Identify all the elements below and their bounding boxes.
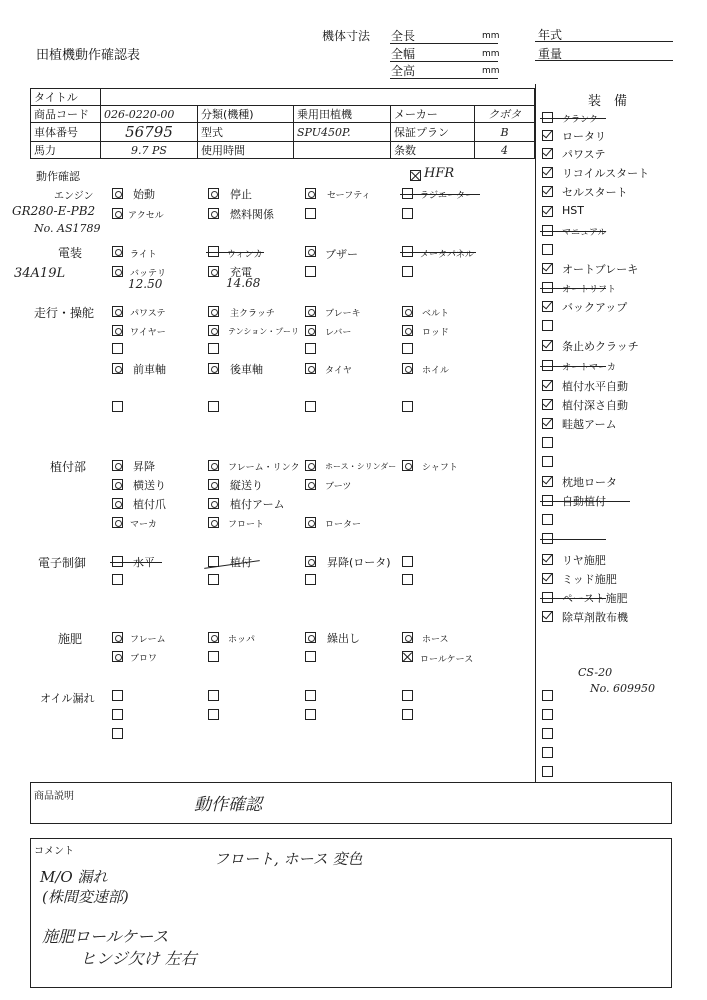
battery-model-hw: 34A19L (14, 266, 66, 281)
equip-label-1: クランク (562, 115, 598, 125)
equip-checkbox-22[interactable] (542, 514, 553, 525)
roll-case-checkbox[interactable] (402, 651, 413, 662)
comment-line4: 施肥ロールケース (42, 927, 169, 946)
hose-cyl-checkbox[interactable] (305, 460, 316, 471)
fert-empty-1[interactable] (208, 651, 219, 662)
equip-checkbox-17[interactable] (542, 418, 553, 429)
electric-label: 電装 (58, 246, 83, 260)
equip-checkbox-8[interactable] (542, 244, 553, 255)
equip-label-25: ミッド施肥 (562, 573, 617, 586)
oil-empty-7[interactable] (305, 709, 316, 720)
equip-checkbox-16[interactable] (542, 399, 553, 410)
hose-checkbox[interactable] (402, 632, 413, 643)
code-label: 商品コード (31, 106, 101, 123)
equip-label-16: 植付深さ自動 (562, 399, 628, 412)
oil-empty-6[interactable] (208, 709, 219, 720)
desc-box (30, 782, 672, 824)
electronic-label: 電子制御 (38, 556, 87, 570)
hopper-label: ホッパ (228, 635, 256, 645)
ps-checkbox[interactable] (112, 306, 123, 317)
hfr-checkbox[interactable] (410, 170, 421, 181)
form-title: 田植機動作確認表 (36, 48, 141, 63)
arm-checkbox[interactable] (208, 498, 219, 509)
wheel-label: ホイル (422, 366, 450, 376)
herb-model-hw: CS-20 (578, 666, 613, 679)
engine-empty-1[interactable] (305, 208, 316, 219)
equip-checkbox-9[interactable] (542, 263, 553, 274)
drive-empty-5[interactable] (112, 401, 123, 412)
desc-value: 動作確認 (194, 795, 262, 815)
lift-checkbox[interactable] (112, 460, 123, 471)
hopper-checkbox[interactable] (208, 632, 219, 643)
planting-label: 植付部 (50, 460, 87, 474)
safety-checkbox[interactable] (305, 188, 316, 199)
drive-empty-7[interactable] (305, 401, 316, 412)
lift-e-label: 昇降(ロータ) (327, 556, 391, 569)
safety-label: セーフティ (327, 191, 371, 201)
accel-checkbox[interactable] (112, 208, 123, 219)
float-checkbox[interactable] (208, 517, 219, 528)
rod-label: ロッド (422, 328, 449, 338)
engine-label: エンジン (54, 191, 94, 202)
herb-no-hw: No. 609950 (590, 682, 656, 695)
comment-line1: フロート, ホース 変色 (214, 850, 363, 868)
charge-label: 充電 (230, 266, 252, 279)
equip-label-9: オートブレーキ (562, 263, 639, 276)
equip-label-5: セルスタート (562, 186, 628, 199)
dim-height-unit: mm (482, 66, 500, 76)
rear-axle-label: 後車軸 (230, 363, 263, 376)
brake-label: ブレーキ (325, 309, 361, 319)
dim-length-unit: mm (482, 31, 500, 41)
drive-empty-2[interactable] (208, 343, 219, 354)
electronic-empty-1[interactable] (402, 556, 413, 567)
dim-height-label: 全高 (391, 64, 416, 78)
drive-empty-3[interactable] (305, 343, 316, 354)
oil-empty-8[interactable] (402, 709, 413, 720)
electronic-empty-4[interactable] (305, 574, 316, 585)
shaft-label: シャフト (422, 463, 458, 473)
level-label: 水平 (133, 556, 155, 569)
feed-label: 繰出し (327, 632, 360, 645)
equip-label-6: HST (562, 204, 584, 217)
charge-checkbox[interactable] (208, 266, 219, 277)
hp-value: 9.7 PS (101, 142, 198, 159)
hose-cyl-label: ホース・シリンダー (325, 462, 397, 471)
equip-label-13: 条止めクラッチ (562, 340, 639, 353)
longitudinal-checkbox[interactable] (208, 479, 219, 490)
lever-label: レバー (325, 328, 352, 338)
maker-value: クボタ (475, 106, 535, 123)
oil-empty-4[interactable] (402, 690, 413, 701)
equip-label-27: 除草剤散布機 (562, 611, 628, 624)
equip-checkbox-3[interactable] (542, 148, 553, 159)
lateral-label: 横送り (133, 479, 166, 492)
equip-label-26: ペースト施肥 (562, 592, 628, 605)
equip-checkbox-6[interactable] (542, 206, 553, 217)
fuel-checkbox[interactable] (208, 208, 219, 219)
plan-value: B (475, 123, 535, 142)
hp-label: 馬力 (31, 142, 101, 159)
equip-checkbox-4[interactable] (542, 167, 553, 178)
battery-label: バッテリ (130, 269, 167, 279)
light-label: ライト (130, 250, 157, 260)
front-axle-checkbox[interactable] (112, 363, 123, 374)
dim-length-label: 全長 (391, 29, 416, 43)
equip-checkbox-12[interactable] (542, 320, 553, 331)
lift-e-checkbox[interactable] (305, 556, 316, 567)
roll-case-label: ロールケース (420, 655, 474, 665)
wire-checkbox[interactable] (112, 325, 123, 336)
rotor-checkbox[interactable] (305, 517, 316, 528)
fert-empty-2[interactable] (305, 651, 316, 662)
hfr-note: HFR (424, 166, 455, 181)
dim-width-label: 全幅 (391, 47, 416, 61)
wheel-checkbox[interactable] (402, 363, 413, 374)
class-value: 乗用田植機 (294, 106, 391, 123)
weight-label: 重量 (538, 47, 563, 61)
equip-label-20: 枕地ロータ (562, 476, 617, 489)
equip-empty-1[interactable] (542, 690, 553, 701)
float-label: フロート (228, 520, 265, 530)
engine-empty-2[interactable] (402, 208, 413, 219)
oil-empty-1[interactable] (112, 690, 123, 701)
drive-empty-1[interactable] (112, 343, 123, 354)
wire-label: ワイヤー (130, 328, 166, 338)
model-label: 型式 (198, 123, 294, 142)
fert-label: 施肥 (58, 632, 83, 646)
comment-line3: (株間変速部) (42, 888, 129, 906)
equip-label-7: マニュアル (562, 228, 607, 238)
electronic-empty-5[interactable] (402, 574, 413, 585)
equip-checkbox-27[interactable] (542, 611, 553, 622)
stop-label: 停止 (230, 188, 252, 201)
plan-label: 保証プラン (391, 123, 475, 142)
equip-empty-3[interactable] (542, 728, 553, 739)
equip-label-17: 畦越アーム (562, 418, 617, 431)
boots-label: ブーツ (325, 482, 352, 492)
tire-checkbox[interactable] (305, 363, 316, 374)
claw-checkbox[interactable] (112, 498, 123, 509)
equip-title: 装 備 (588, 94, 628, 109)
equip-checkbox-24[interactable] (542, 554, 553, 565)
longitudinal-label: 縦送り (230, 479, 263, 492)
oil-empty-2[interactable] (208, 690, 219, 701)
equip-label-2: ロータリ (562, 130, 606, 143)
buzzer-label: ブザー (325, 248, 358, 261)
equip-label-21: 自動植付 (562, 495, 606, 508)
frame-checkbox[interactable] (112, 632, 123, 643)
oil-label: オイル漏れ (40, 692, 95, 705)
rows-value: 4 (475, 142, 535, 159)
frame-label: フレーム (130, 635, 166, 645)
electric-empty-1[interactable] (305, 266, 316, 277)
rotor-label: ローター (325, 520, 362, 530)
boots-checkbox[interactable] (305, 479, 316, 490)
frame-link-label: フレーム・リンク (228, 463, 300, 473)
comment-label: コメント (34, 846, 74, 857)
planting-e-label: 植付 (230, 556, 252, 569)
model-value: SPU450P. (294, 123, 391, 142)
year-label: 年式 (538, 28, 563, 42)
equip-label-14: オートマーカ (562, 363, 616, 373)
equip-checkbox-2[interactable] (542, 130, 553, 141)
front-axle-label: 前車軸 (133, 363, 166, 376)
rows-label: 条数 (391, 142, 475, 159)
dim-width-unit: mm (482, 49, 500, 59)
drive-empty-4[interactable] (402, 343, 413, 354)
equip-label-11: バックアップ (562, 301, 628, 314)
tension-label: テンション・プーリ (228, 327, 299, 336)
dims-label: 機体寸法 (322, 29, 371, 43)
start-checkbox[interactable] (112, 188, 123, 199)
equip-empty-2[interactable] (542, 709, 553, 720)
electronic-empty-2[interactable] (112, 574, 123, 585)
rear-axle-checkbox[interactable] (208, 363, 219, 374)
charge-volt-hw: 14.68 (226, 276, 261, 290)
desc-label: 商品説明 (34, 791, 74, 802)
arm-label: 植付アーム (230, 498, 285, 511)
lift-label: 昇降 (133, 460, 155, 473)
main-clutch-checkbox[interactable] (208, 306, 219, 317)
equip-checkbox-13[interactable] (542, 340, 553, 351)
frame-link-checkbox[interactable] (208, 460, 219, 471)
marker-checkbox[interactable] (112, 517, 123, 528)
brake-checkbox[interactable] (305, 306, 316, 317)
light-checkbox[interactable] (112, 246, 123, 257)
shaft-checkbox[interactable] (402, 460, 413, 471)
hose-label: ホース (422, 635, 449, 645)
tension-checkbox[interactable] (208, 325, 219, 336)
blower-checkbox[interactable] (112, 651, 123, 662)
oil-empty-9[interactable] (112, 728, 123, 739)
belt-checkbox[interactable] (402, 306, 413, 317)
hours-label: 使用時間 (198, 142, 294, 159)
equip-checkbox-5[interactable] (542, 186, 553, 197)
equip-checkbox-25[interactable] (542, 573, 553, 584)
equip-checkbox-18[interactable] (542, 437, 553, 448)
meter-label: メータパネル (420, 250, 474, 260)
rod-checkbox[interactable] (402, 325, 413, 336)
equip-checkbox-15[interactable] (542, 380, 553, 391)
serial-value: 56795 (101, 123, 198, 142)
engine-model-hw: GR280-E-PB2 (12, 204, 96, 218)
radiator-label: ラジエーター (420, 191, 475, 201)
battery-volt-hw: 12.50 (128, 277, 163, 291)
winker-label: ウィンカ (227, 250, 263, 260)
oil-empty-5[interactable] (112, 709, 123, 720)
electric-empty-2[interactable] (402, 266, 413, 277)
engine-no-hw: No. AS1789 (34, 222, 101, 235)
equip-checkbox-11[interactable] (542, 301, 553, 312)
equip-label-15: 植付水平自動 (562, 380, 628, 393)
stop-checkbox[interactable] (208, 188, 219, 199)
lever-checkbox[interactable] (305, 325, 316, 336)
claw-label: 植付爪 (133, 498, 166, 511)
drive-empty-6[interactable] (208, 401, 219, 412)
drive-empty-8[interactable] (402, 401, 413, 412)
blower-label: ブロワ (130, 654, 158, 664)
code-value: 026-0220-00 (101, 106, 198, 123)
lateral-checkbox[interactable] (112, 479, 123, 490)
equip-label-4: リコイルスタート (562, 167, 650, 180)
tire-label: タイヤ (325, 366, 352, 376)
equip-checkbox-20[interactable] (542, 476, 553, 487)
class-label: 分類(機種) (198, 106, 294, 123)
accel-label: アクセル (128, 211, 164, 221)
ps-label: パワステ (130, 309, 166, 319)
equip-label-24: リヤ施肥 (562, 554, 606, 567)
equip-empty-5[interactable] (542, 766, 553, 777)
belt-label: ベルト (422, 309, 450, 319)
info-table (30, 88, 535, 159)
equip-label-3: パワステ (562, 148, 606, 161)
oil-empty-3[interactable] (305, 690, 316, 701)
marker-label: マーカ (130, 520, 157, 530)
maker-label: メーカー (391, 106, 475, 123)
op-title: 動作確認 (36, 170, 80, 183)
fuel-label: 燃料関係 (230, 208, 274, 221)
battery-checkbox[interactable] (112, 266, 123, 277)
equip-empty-4[interactable] (542, 747, 553, 758)
serial-label: 車体番号 (31, 123, 101, 142)
electronic-empty-3[interactable] (208, 574, 219, 585)
comment-line2: M/O 漏れ (40, 868, 108, 886)
title-label: タイトル (31, 89, 101, 106)
equip-label-10: オートリフト (562, 285, 617, 295)
start-label: 始動 (133, 188, 155, 201)
buzzer-checkbox[interactable] (305, 246, 316, 257)
main-clutch-label: 主クラッチ (230, 309, 275, 319)
drive-label: 走行・操舵 (34, 306, 95, 320)
comment-line5: ヒンジ欠け 左右 (80, 949, 197, 968)
feed-checkbox[interactable] (305, 632, 316, 643)
equip-checkbox-19[interactable] (542, 456, 553, 467)
